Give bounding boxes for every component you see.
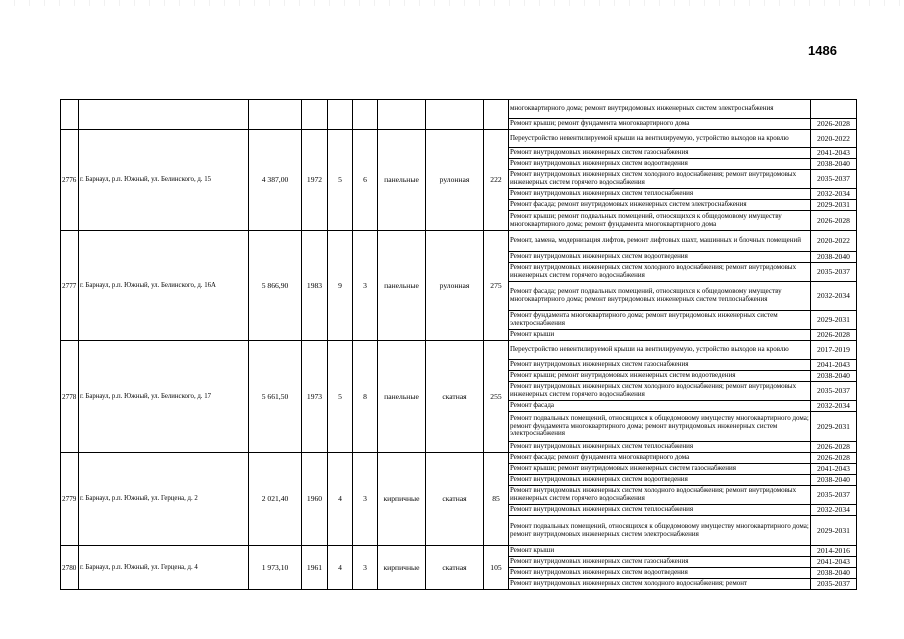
resident-count: 105 [484, 546, 509, 590]
empty-cell [249, 100, 302, 130]
resident-count: 222 [484, 130, 509, 231]
table-row [61, 546, 857, 557]
empty-cell [302, 100, 328, 130]
work-description: Ремонт внутридомовых инженерных систем водоотведения [509, 159, 811, 170]
build-year: 1961 [302, 546, 328, 590]
work-period: 2026-2028 [811, 119, 857, 130]
empty-cell [79, 100, 249, 130]
entrance-count: 3 [353, 453, 378, 546]
empty-cell [61, 100, 79, 130]
work-period: 2020-2022 [811, 231, 857, 252]
row-number: 2779 [61, 453, 79, 546]
row-number: 2780 [61, 546, 79, 590]
work-description: Ремонт внутридомовых инженерных систем газоснабжения [509, 360, 811, 371]
work-period: 2038-2040 [811, 252, 857, 263]
table-row [61, 231, 857, 252]
work-period: 2026-2028 [811, 211, 857, 231]
work-description: Ремонт внутридомовых инженерных систем водоотведения [509, 252, 811, 263]
total-area: 1 973,10 [249, 546, 302, 590]
total-area: 4 387,00 [249, 130, 302, 231]
floor-count: 4 [328, 453, 353, 546]
resident-count: 275 [484, 231, 509, 341]
build-year: 1973 [302, 341, 328, 453]
build-year: 1983 [302, 231, 328, 341]
work-description: Ремонт крыши [509, 330, 811, 341]
work-description: Ремонт внутридомовых инженерных систем холодного водоснабжения; ремонт внутридомовых инженерных систем горячего водоснабжения [509, 486, 811, 505]
total-area: 5 866,90 [249, 231, 302, 341]
work-period [811, 100, 857, 119]
work-description: Ремонт крыши; ремонт фундамента многоквартирного дома [509, 119, 811, 130]
total-area: 2 021,40 [249, 453, 302, 546]
work-description: Ремонт внутридомовых инженерных систем холодного водоснабжения; ремонт внутридомовых инженерных систем горячего водоснабжения [509, 382, 811, 401]
building-address: г. Барнаул, р.п. Южный, ул. Герцена, д. 2 [79, 453, 249, 546]
work-period: 2035-2037 [811, 486, 857, 505]
building-address: г. Барнаул, р.п. Южный, ул. Белинского, д. 16А [79, 231, 249, 341]
floor-count: 9 [328, 231, 353, 341]
work-description: Ремонт внутридомовых инженерных систем холодного водоснабжения; ремонт [509, 579, 811, 590]
work-description: Ремонт внутридомовых инженерных систем газоснабжения [509, 557, 811, 568]
row-number: 2778 [61, 341, 79, 453]
work-description: Ремонт крыши [509, 546, 811, 557]
work-period: 2026-2028 [811, 453, 857, 464]
work-description: Ремонт внутридомовых инженерных систем холодного водоснабжения; ремонт внутридомовых инженерных систем горячего водоснабжения [509, 263, 811, 282]
floor-count: 4 [328, 546, 353, 590]
work-period: 2017-2019 [811, 341, 857, 360]
capital-repair-table [60, 99, 857, 590]
work-period: 2041-2043 [811, 557, 857, 568]
total-area: 5 661,50 [249, 341, 302, 453]
work-period: 2041-2043 [811, 464, 857, 475]
work-description: Ремонт крыши; ремонт внутридомовых инженерных систем водоотведения [509, 371, 811, 382]
work-period: 2029-2031 [811, 516, 857, 546]
work-period: 2035-2037 [811, 170, 857, 189]
work-period: 2020-2022 [811, 130, 857, 148]
table-row [61, 341, 857, 360]
empty-cell [426, 100, 484, 130]
work-period: 2014-2016 [811, 546, 857, 557]
empty-cell [353, 100, 378, 130]
work-description: Ремонт подвальных помещений, относящихся к общедомовому имуществу многоквартирного дома; ремонт фундамента многоквартирного дома; ремонт внутридомовых инженерных систем электроснабжения [509, 412, 811, 442]
wall-material: панельные [378, 341, 426, 453]
floor-count: 5 [328, 341, 353, 453]
build-year: 1960 [302, 453, 328, 546]
roof-type: скатная [426, 453, 484, 546]
work-description: Переустройство невентилируемой крыши на вентилируемую, устройство выходов на кровлю [509, 341, 811, 360]
roof-type: рулонная [426, 130, 484, 231]
work-description: Ремонт внутридомовых инженерных систем теплоснабжения [509, 189, 811, 200]
work-period: 2032-2034 [811, 401, 857, 412]
roof-type: скатная [426, 546, 484, 590]
build-year: 1972 [302, 130, 328, 231]
work-period: 2035-2037 [811, 263, 857, 282]
building-address: г. Барнаул, р.п. Южный, ул. Белинского, д. 17 [79, 341, 249, 453]
table-row [61, 453, 857, 464]
work-description: Ремонт, замена, модернизация лифтов, ремонт лифтовых шахт, машинных и блочных помещений [509, 231, 811, 252]
work-description: Ремонт крыши; ремонт подвальных помещений, относящихся к общедомовому имуществу многоквартирного дома; ремонт фундамента многоквартирного дома [509, 211, 811, 231]
work-description: многоквартирного дома; ремонт внутридомовых инженерных систем электроснабжения [509, 100, 811, 119]
resident-count: 255 [484, 341, 509, 453]
empty-cell [328, 100, 353, 130]
work-period: 2029-2031 [811, 311, 857, 330]
work-description: Ремонт фасада [509, 401, 811, 412]
table-row [61, 100, 857, 119]
building-address: г. Барнаул, р.п. Южный, ул. Белинского, д. 15 [79, 130, 249, 231]
work-description: Ремонт подвальных помещений, относящихся к общедомовому имуществу многоквартирного дома; ремонт внутридомовых инженерных систем электроснабжения [509, 516, 811, 546]
work-period: 2026-2028 [811, 330, 857, 341]
work-period: 2035-2037 [811, 382, 857, 401]
work-description: Ремонт внутридомовых инженерных систем водоотведения [509, 475, 811, 486]
work-description: Ремонт крыши; ремонт внутридомовых инженерных систем газоснабжения [509, 464, 811, 475]
work-period: 2032-2034 [811, 282, 857, 311]
work-description: Ремонт фасада; ремонт внутридомовых инженерных систем электроснабжения [509, 200, 811, 211]
entrance-count: 3 [353, 546, 378, 590]
empty-cell [484, 100, 509, 130]
work-description: Ремонт внутридомовых инженерных систем холодного водоснабжения; ремонт внутридомовых инженерных систем горячего водоснабжения [509, 170, 811, 189]
page-number: 1486 [808, 43, 837, 58]
roof-type: скатная [426, 341, 484, 453]
work-period: 2032-2034 [811, 189, 857, 200]
entrance-count: 8 [353, 341, 378, 453]
wall-material: панельные [378, 130, 426, 231]
building-address: г. Барнаул, р.п. Южный, ул. Герцена, д. 4 [79, 546, 249, 590]
work-period: 2038-2040 [811, 159, 857, 170]
entrance-count: 3 [353, 231, 378, 341]
work-period: 2029-2031 [811, 412, 857, 442]
work-description: Переустройство невентилируемой крыши на вентилируемую, устройство выходов на кровлю [509, 130, 811, 148]
work-period: 2038-2040 [811, 371, 857, 382]
work-period: 2041-2043 [811, 360, 857, 371]
resident-count: 85 [484, 453, 509, 546]
row-number: 2777 [61, 231, 79, 341]
floor-count: 5 [328, 130, 353, 231]
work-period: 2032-2034 [811, 505, 857, 516]
work-description: Ремонт фасада; ремонт фундамента многоквартирного дома [509, 453, 811, 464]
work-description: Ремонт внутридомовых инженерных систем теплоснабжения [509, 505, 811, 516]
work-period: 2035-2037 [811, 579, 857, 590]
empty-cell [378, 100, 426, 130]
work-description: Ремонт внутридомовых инженерных систем теплоснабжения [509, 442, 811, 453]
work-period: 2026-2028 [811, 442, 857, 453]
work-period: 2029-2031 [811, 200, 857, 211]
work-description: Ремонт внутридомовых инженерных систем водоотведения [509, 568, 811, 579]
wall-material: панельные [378, 231, 426, 341]
wall-material: кирпичные [378, 546, 426, 590]
work-period: 2038-2040 [811, 475, 857, 486]
work-period: 2038-2040 [811, 568, 857, 579]
work-description: Ремонт внутридомовых инженерных систем газоснабжения [509, 148, 811, 159]
wall-material: кирпичные [378, 453, 426, 546]
work-description: Ремонт фасада; ремонт подвальных помещений, относящихся к общедомовому имуществу многоквартирного дома; ремонт внутридомовых инженерных систем теплоснабжения [509, 282, 811, 311]
work-period: 2041-2043 [811, 148, 857, 159]
scan-edge-artifact [0, 0, 904, 6]
table-row [61, 130, 857, 148]
row-number: 2776 [61, 130, 79, 231]
work-description: Ремонт фундамента многоквартирного дома; ремонт внутридомовых инженерных систем электроснабжения [509, 311, 811, 330]
entrance-count: 6 [353, 130, 378, 231]
roof-type: рулонная [426, 231, 484, 341]
